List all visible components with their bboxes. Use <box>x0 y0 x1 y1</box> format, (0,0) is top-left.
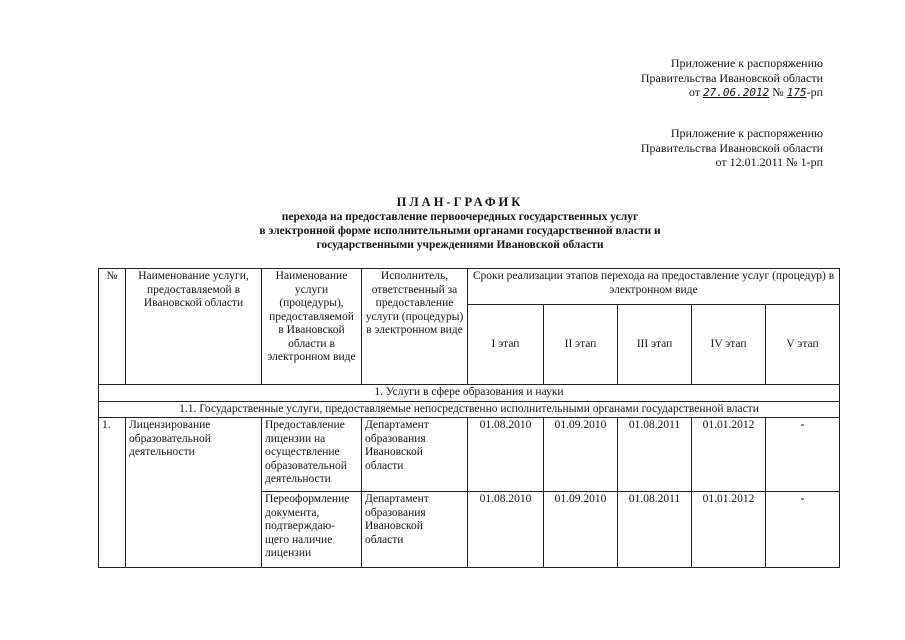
number-suffix: -рп <box>806 85 823 99</box>
handwritten-date: 27.06.2012 <box>703 86 770 99</box>
orig-header-line-3: от 12.01.2011 № 1-рп <box>715 155 823 169</box>
stage-date: 01.09.2010 <box>544 492 618 568</box>
col-header-num: № <box>99 269 126 385</box>
handwritten-number: 175 <box>786 86 807 99</box>
stage-date: 01.08.2011 <box>618 492 692 568</box>
section-row <box>99 385 840 402</box>
stage-date: 01.01.2012 <box>692 418 766 492</box>
stage-date: 01.08.2010 <box>468 492 544 568</box>
stage-date: - <box>766 492 840 568</box>
stage-date: 01.08.2010 <box>468 418 544 492</box>
orig-header-line-2: Правительства Ивановской области <box>640 140 823 155</box>
schedule-table <box>98 268 840 568</box>
section-title: 1. Услуги в сфере образования и науки <box>99 385 840 402</box>
row-num: 1. <box>99 418 126 568</box>
orig-header-line-1: Приложение к распоряжению <box>670 126 823 140</box>
stage-header: V этап <box>766 305 840 385</box>
service-name: Лицензирование образовательной деятельности <box>126 418 262 568</box>
stage-date: 01.01.2012 <box>692 492 766 568</box>
executor: Департамент образования Ивановской области <box>362 492 468 568</box>
col-header-procedure: Наименование услуги (процедуры), предоставляемой в Ивановской области в электронном виде <box>262 269 362 385</box>
header-row-1 <box>99 269 840 305</box>
executor: Департамент образования Ивановской области <box>362 418 468 492</box>
title-main: ПЛАН-ГРАФИК <box>396 195 524 209</box>
stage-date: 01.09.2010 <box>544 418 618 492</box>
stage-header: II этап <box>544 305 618 385</box>
procedure-name: Переоформление документа, подтверждаю-щего наличие лицензии <box>262 492 362 568</box>
current-order-header <box>641 56 823 101</box>
stage-header: I этап <box>468 305 544 385</box>
title-line-3: государственными учреждениями Ивановской области <box>316 239 604 251</box>
original-order-header <box>641 126 823 170</box>
title-line-1: перехода на предоставление первоочередных государственных услуг <box>281 211 639 223</box>
procedure-name: Предоставление лицензии на осуществление образовательной деятельности <box>262 418 362 492</box>
title-line-2: в электронной форме исполнительными органами государственной власти и <box>259 225 661 237</box>
number-label: № <box>772 85 784 99</box>
stage-date: - <box>766 418 840 492</box>
header-line-2: Правительства Ивановской области <box>640 70 823 85</box>
col-header-service: Наименование услуги, предоставляемой в Ивановской области <box>126 269 262 385</box>
stage-date: 01.08.2011 <box>618 418 692 492</box>
from-label: от <box>688 85 701 99</box>
document-title <box>230 195 690 252</box>
header-line-3 <box>641 85 823 101</box>
header-line-1: Приложение к распоряжению <box>670 56 823 70</box>
stage-header: IV этап <box>692 305 766 385</box>
subsection-row <box>99 401 840 418</box>
stage-header: III этап <box>618 305 692 385</box>
col-header-executor: Исполнитель, ответственный за предоставление услуги (процедуры) в электронном виде <box>362 269 468 385</box>
subsection-title: 1.1. Государственные услуги, предоставляемые непосредственно исполнительными органами государственной власти <box>99 401 840 418</box>
col-header-terms: Сроки реализации этапов перехода на предоставление услуг (процедур) в электронном виде <box>468 269 840 305</box>
table-row <box>99 418 840 492</box>
